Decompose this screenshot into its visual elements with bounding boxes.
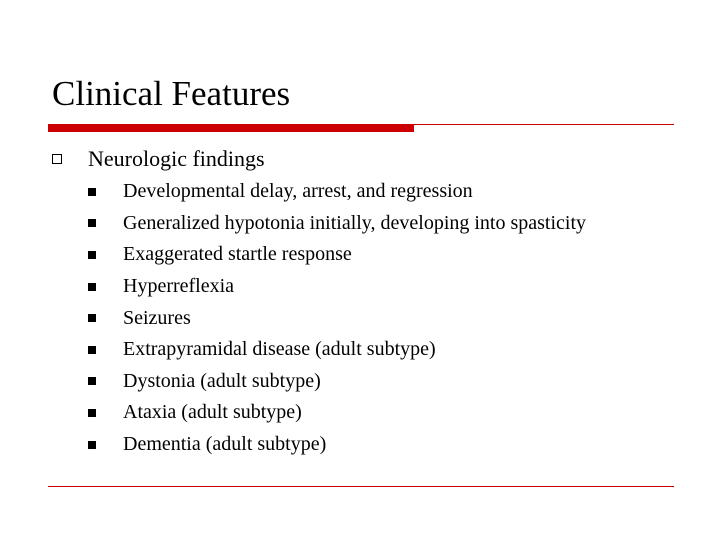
bullet-level1 bbox=[52, 142, 265, 176]
finding-text: Extrapyramidal disease (adult subtype) bbox=[123, 338, 436, 361]
filled-square-bullet-icon bbox=[88, 346, 96, 354]
finding-text: Hyperreflexia bbox=[123, 275, 235, 298]
bullet-level1-text: Neurologic findings bbox=[88, 146, 265, 171]
finding-text: Dementia (adult subtype) bbox=[123, 433, 327, 456]
filled-square-bullet-icon bbox=[88, 251, 96, 259]
filled-square-bullet-icon bbox=[88, 219, 96, 227]
filled-square-bullet-icon bbox=[88, 441, 96, 449]
finding-item bbox=[88, 366, 586, 398]
finding-item bbox=[88, 429, 586, 461]
filled-square-bullet-icon bbox=[88, 377, 96, 385]
findings-list bbox=[88, 176, 586, 460]
filled-square-bullet-icon bbox=[88, 314, 96, 322]
finding-item bbox=[88, 334, 586, 366]
finding-text: Exaggerated startle response bbox=[123, 243, 352, 266]
finding-text: Dystonia (adult subtype) bbox=[123, 369, 321, 392]
finding-text: Ataxia (adult subtype) bbox=[123, 401, 302, 424]
footer-rule bbox=[48, 486, 674, 487]
filled-square-bullet-icon bbox=[88, 188, 96, 196]
filled-square-bullet-icon bbox=[88, 409, 96, 417]
slide-title: Clinical Features bbox=[52, 74, 291, 113]
finding-item bbox=[88, 176, 586, 208]
filled-square-bullet-icon bbox=[88, 283, 96, 291]
finding-item bbox=[88, 397, 586, 429]
title-underline-thick bbox=[48, 124, 414, 132]
hollow-square-bullet-icon bbox=[52, 154, 62, 164]
finding-item bbox=[88, 302, 586, 334]
finding-text: Generalized hypotonia initially, developing into spasticity bbox=[123, 211, 587, 234]
finding-text: Developmental delay, arrest, and regression bbox=[123, 180, 473, 203]
finding-item bbox=[88, 271, 586, 303]
title-underline-thin bbox=[414, 124, 674, 125]
finding-item bbox=[88, 208, 586, 240]
finding-item bbox=[88, 239, 586, 271]
finding-text: Seizures bbox=[123, 306, 191, 329]
